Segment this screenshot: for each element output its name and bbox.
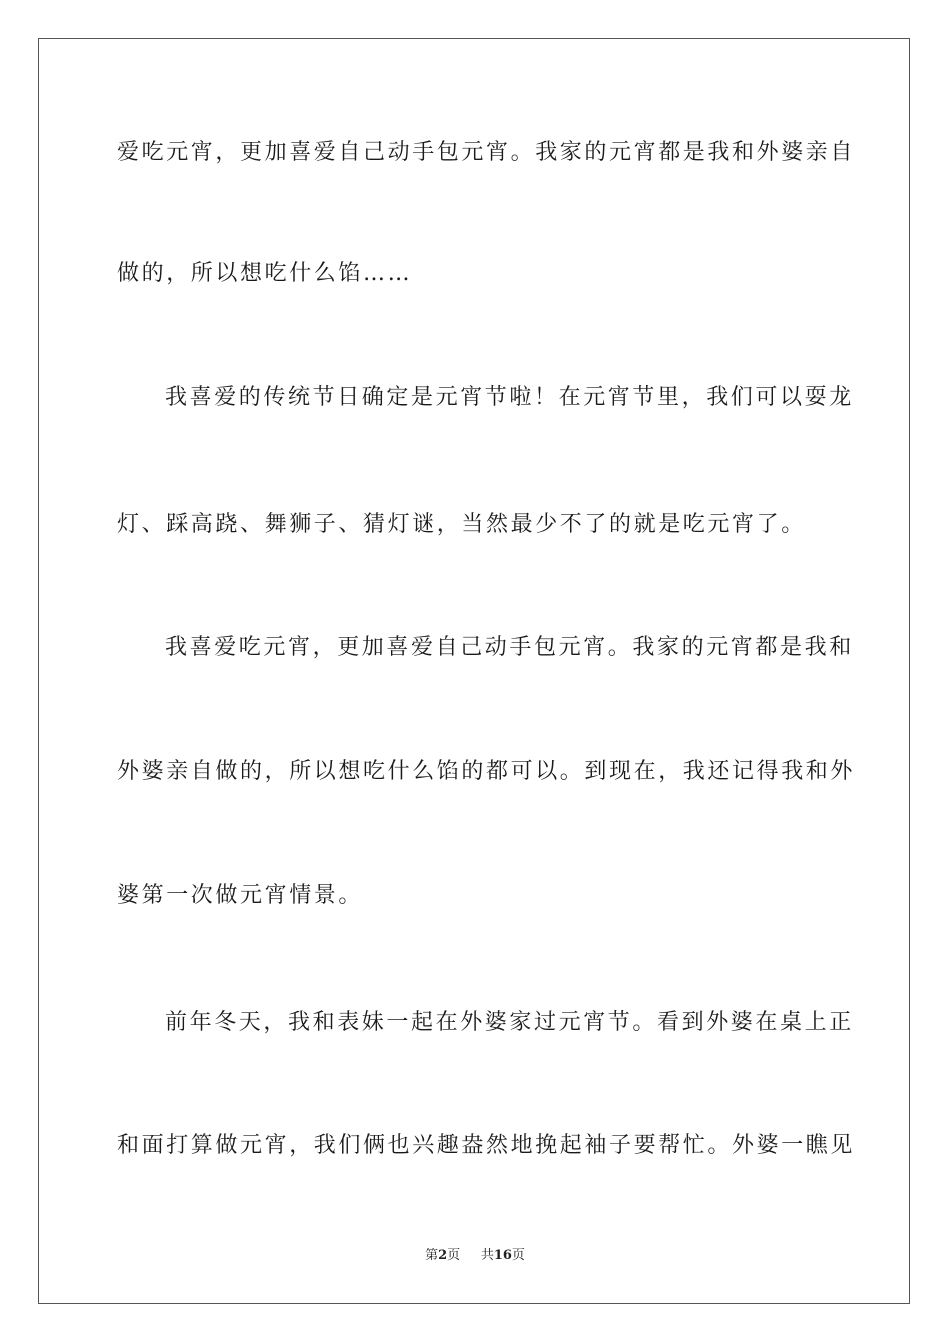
page-number: 2 (438, 1248, 448, 1263)
text-line-4: 灯、踩高跷、舞狮子、猜灯谜，当然最少不了的就是吃元宵了。 (117, 512, 806, 537)
paragraph-start-line: 前年冬天，我和表妹一起在外婆家过元宵节。看到外婆在桌上正 (165, 1010, 854, 1035)
text-line-2: 做的，所以想吃什么馅…… (117, 261, 413, 286)
total-prefix: 共 (480, 1248, 494, 1263)
page-suffix: 页 (447, 1248, 461, 1263)
page-border (38, 38, 910, 1304)
total-suffix: 页 (511, 1248, 525, 1263)
text-line-7: 婆第一次做元宵情景。 (117, 883, 364, 908)
text-line-1: 爱吃元宵，更加喜爱自己动手包元宵。我家的元宵都是我和外婆亲自 (117, 140, 856, 165)
paragraph-start-line: 我喜爱的传统节日确定是元宵节啦！在元宵节里，我们可以耍龙 (165, 385, 854, 410)
text-line-9: 和面打算做元宵，我们俩也兴趣盎然地挽起袖子要帮忙。外婆一瞧见 (117, 1133, 856, 1158)
total-pages: 16 (493, 1248, 512, 1263)
text-line-6: 外婆亲自做的，所以想吃什么馅的都可以。到现在，我还记得我和外 (117, 759, 856, 784)
page-footer (0, 1247, 950, 1265)
paragraph-start-line: 我喜爱吃元宵，更加喜爱自己动手包元宵。我家的元宵都是我和 (165, 635, 854, 660)
page-prefix: 第 (425, 1248, 439, 1263)
